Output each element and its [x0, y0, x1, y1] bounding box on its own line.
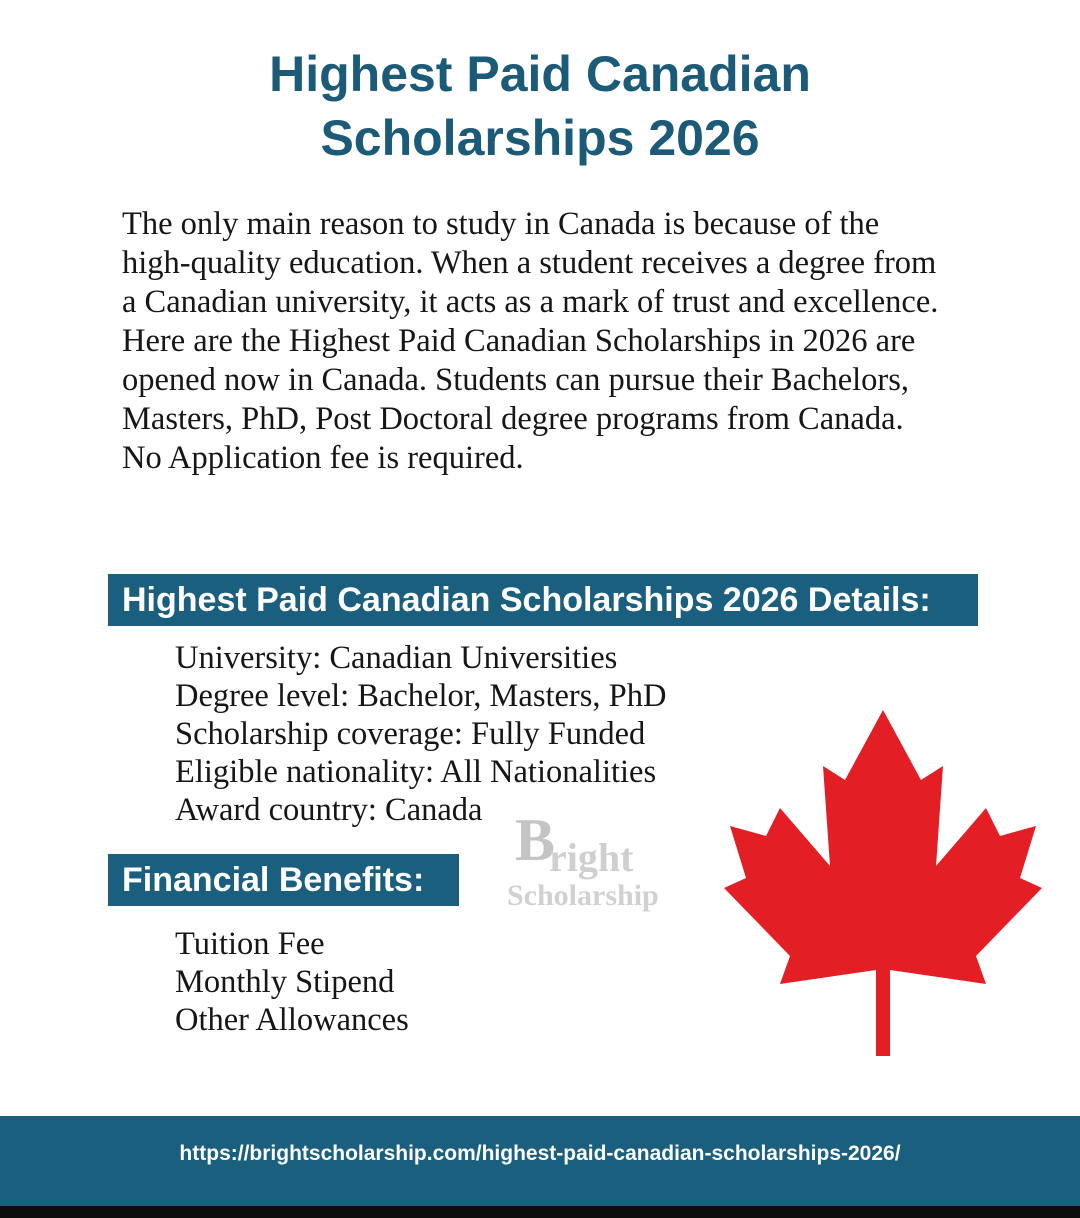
financial-item-tuition: Tuition Fee [175, 926, 325, 962]
page-title-line-2: Scholarships 2026 [320, 110, 760, 166]
details-item-nationality: Eligible nationality: All Nationalities [175, 754, 657, 790]
maple-leaf-icon [718, 708, 1048, 1058]
details-item-award-country: Award country: Canada [175, 792, 483, 828]
details-heading-bar [108, 574, 978, 626]
watermark-word: right [549, 835, 634, 880]
page-title-line-1: Highest Paid Canadian [269, 46, 811, 102]
details-item-coverage: Scholarship coverage: Fully Funded [175, 716, 646, 752]
bottom-strip [0, 1206, 1080, 1218]
financial-heading-bar [108, 854, 459, 906]
financial-heading: Financial Benefits: [122, 861, 425, 899]
footer-bar [0, 1116, 1080, 1206]
intro-paragraph: The only main reason to study in Canada is because of the high-quality education. When a student receives a degree from a Canadian university, it acts as a mark of trust and excellence. Here are the Highest Paid Canadian Scholarships in 2026 are opened now in Canada. Students can pursue their Bachelors, Masters, PhD, Post Doctoral degree programs from Canada. No Application fee is required. [122, 206, 939, 476]
details-item-degree-level: Degree level: Bachelor, Masters, PhD [175, 678, 667, 714]
page-title [0, 42, 1080, 170]
details-list [175, 639, 666, 829]
maple-leaf-shape [724, 710, 1042, 1056]
footer-url-link[interactable]: https://brightscholarship.com/highest-paid-canadian-scholarships-2026/ [179, 1142, 901, 1165]
financial-item-stipend: Monthly Stipend [175, 964, 395, 1000]
bright-scholarship-watermark [505, 808, 695, 918]
financial-list [175, 925, 409, 1039]
financial-item-allowances: Other Allowances [175, 1002, 409, 1038]
details-heading: Highest Paid Canadian Scholarships 2026 Details: [122, 581, 931, 619]
details-item-university: University: Canadian Universities [175, 640, 618, 676]
watermark-subtitle: Scholarship [507, 879, 659, 912]
watermark-initial: B [515, 807, 556, 873]
